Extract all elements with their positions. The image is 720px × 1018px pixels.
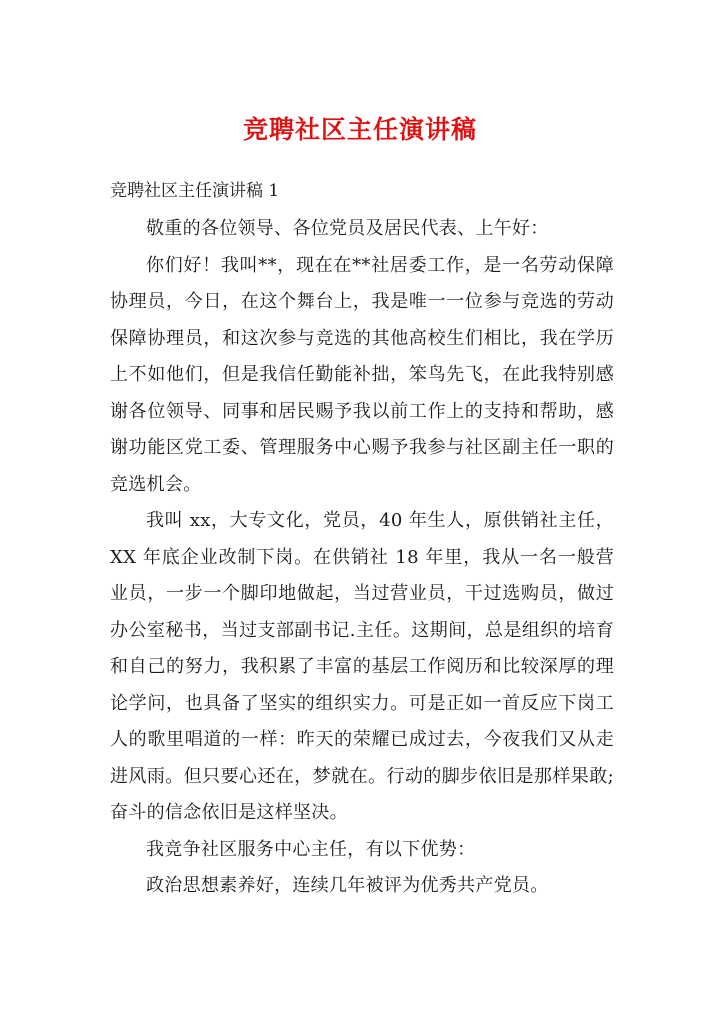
paragraph-introduction: 你们好！我叫**，现在在**社居委工作，是一名劳动保障协理员，今日，在这个舞台上，我是唯一一位参与竞选的劳动保障协理员，和这次参与竞选的其他高校生们相比，我在学历上不如他们，但是我信任勤能补拙，笨鸟先飞，在此我特别感谢各位领导、同事和居民赐予我以前工作上的支持和帮助，感谢功能区党工委、管理服务中心赐予我参与社区副主任一职的竞选机会。 [110,254,614,495]
document-body [110,211,614,905]
paragraph-greeting: 敬重的各位领导、各位党员及居民代表、上午好： [146,218,549,239]
paragraph-advantages-intro: 我竞争社区服务中心主任，有以下优势： [146,838,476,860]
document-subtitle: 竞聘社区主任演讲稿 1 [110,181,280,201]
document-title: 竞聘社区主任演讲稿 [242,115,477,144]
paragraph-advantage-1: 政治思想素养好，连续几年被评为优秀共产党员。 [146,875,549,896]
paragraph-background: 我叫 xx，大专文化，党员，40 年生人，原供销社主任，XX 年底企业改制下岗。在供销社 18 年里，我从一名一般营业员，一步一个脚印地做起，当过营业员，干过选购员，做过办公室秘书，当过支部副书记.主任。这期间，总是组织的培育和自己的努力，我积累了丰富的基层工作阅历和比较深厚的理论学问，也具备了坚实的组织实力。可是正如一首反应下岗工人的歌里唱道的一样：昨天的荣耀已成过去，今夜我们又从走进风雨。但只要心还在，梦就在。行动的脚步依旧是那样果敢;奋斗的信念依旧是这样坚决。 [110,510,614,823]
